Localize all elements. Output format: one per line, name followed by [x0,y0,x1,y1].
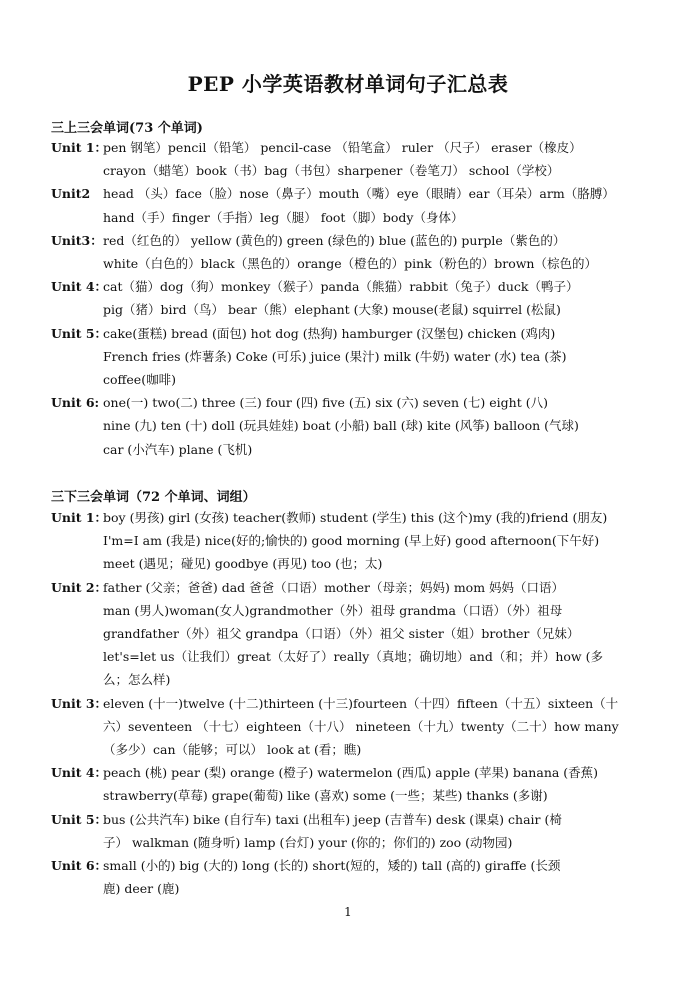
unit-vocab-line: small (小的) big (大的) long (长的) short(短的，矮的) tall (高的) giraffe (长颈 [103,858,561,873]
unit-vocab-line: meet (遇见；碰见) goodbye (再见) too (也；太) [103,556,383,572]
vocab-unit-entry [51,322,641,392]
section-heading-grade3-first-term: 三上三会单词(73 个单词) [51,121,203,136]
vocab-unit-entry [51,136,641,182]
unit-vocab-line: grandfather（外）祖父 grandpa（口语）（外）祖父 sister（姐）brother（兄妹） [103,626,580,641]
unit-label: Unit 5： [51,325,108,341]
vocab-unit-entry [51,275,641,321]
vocab-unit-entry [51,576,641,692]
unit-vocab-line: 六）seventeen （十七）eighteen（十八） nineteen（十九）twenty（二十）how many [103,718,619,734]
unit-vocab-line: （多少）can（能够；可以） look at (看；瞧) [103,742,362,757]
unit-vocab-line: nine (九) ten (十) doll (玩具娃娃) boat (小船) ball (球) kite (风筝) balloon (气球) [103,418,579,434]
unit-label: Unit 4： [51,279,108,295]
vocab-unit-entry [51,692,641,762]
unit-vocab-line: cat（猫）dog（狗）monkey（猴子）panda（熊猫）rabbit（兔子）duck（鸭子） [103,279,579,295]
unit-vocab-line: bus (公共汽车) bike (自行车) taxi (出租车) jeep (吉普车) desk (课桌) chair (椅 [103,811,562,827]
unit-vocab-line: man (男人)woman(女人)grandmother（外）祖母 grandma（口语）（外）祖母 [103,602,563,618]
unit-vocab-line: father (父亲；爸爸) dad 爸爸（口语）mother（母亲；妈妈) mom 妈妈（口语） [103,579,565,595]
unit-vocab-line: peach (桃) pear (梨) orange (橙子) watermelon (西瓜) apple (苹果) banana (香蕉) [103,765,599,781]
vocab-unit-entry [51,506,641,576]
unit-vocab-line: red（红色的） yellow (黄色的) green (绿色的) blue (蓝色的) purple（紫色的） [103,232,566,248]
unit-vocab-line: 子） walkman (随身听) lamp (台灯) your (你的；你们的) zoo (动物园) [103,834,513,850]
vocab-unit-entry [51,229,641,275]
unit-vocab-line: one(一) two(二) three (三) four (四) five (五) six (六) seven (七) eight (八) [103,395,548,411]
unit-vocab-line: I'm=I am (我是) nice(好的;愉快的) good morning (早上好) good afternoon(下午好) [103,533,600,549]
unit-vocab-line: 鹿) deer (鹿) [103,881,180,897]
unit-label: Unit 1： [51,510,108,525]
unit-label: Unit 5： [51,811,108,827]
unit-vocab-line: pig（猪）bird（鸟） bear（熊）elephant (大象) mouse(老鼠) squirrel (松鼠) [103,302,561,318]
unit-vocab-line: head （头）face（脸）nose（鼻子）mouth（嘴）eye（眼睛）ear（耳朵）arm（胳膊） [103,186,615,202]
unit-label: Unit 2： [51,579,108,595]
unit-label: Unit 6: [51,395,100,411]
unit-label: Unit 1： [51,140,108,155]
vocab-unit-entry [51,761,641,807]
vocab-unit-entry [51,854,641,900]
unit-vocab-line: cake(蛋糕) bread (面包) hot dog (热狗) hamburger (汉堡包) chicken (鸡肉) [103,325,556,341]
unit-vocab-line: white（白色的）black（黑色的）orange（橙色的）pink（粉色的）brown（棕色的） [103,256,597,271]
unit-vocab-line: 么；怎么样) [103,672,171,688]
vocab-unit-entry [51,808,641,854]
unit-vocab-line: let's=let us（让我们）great（太好了）really（真地；确切地）and（和；并）how (多 [103,649,603,665]
unit-label: Unit 3： [51,695,108,711]
unit-label: Unit2 [51,186,91,202]
unit-vocab-line: car (小汽车) plane (飞机) [103,441,253,457]
unit-vocab-line: eleven (十一)twelve (十二)thirteen (十三)fourteen（十四）fifteen（十五）sixteen（十 [103,695,619,711]
unit-label: Unit 6： [51,858,108,873]
unit-label: Unit3： [51,232,103,248]
unit-vocab-line: coffee(咖啡) [103,372,176,387]
unit-label: Unit 4： [51,765,108,781]
page-title: PEP 小学英语教材单词句子汇总表 [187,72,509,96]
section-heading-grade3-second-term: 三下三会单词（72 个单词、词组） [51,490,256,505]
page-number: 1 [344,905,352,919]
unit-vocab-line: boy (男孩) girl (女孩) teacher(教师) student (学生) this (这个)my (我的)friend (朋友) [103,510,608,525]
unit-vocab-line: strawberry(草莓) grape(葡萄) like (喜欢) some (一些；某些) thanks (多谢) [103,788,548,804]
unit-vocab-line: crayon（蜡笔）book（书）bag（书包）sharpener（卷笔刀） school（学校） [103,163,560,179]
unit-vocab-line: French fries (炸薯条) Coke (可乐) juice (果汁) milk (牛奶) water (水) tea (茶) [103,348,567,364]
vocab-unit-entry [51,182,641,228]
vocab-unit-entry [51,391,641,461]
unit-vocab-line: hand（手）finger（手指）leg（腿） foot（脚）body（身体） [103,209,464,225]
unit-vocab-line: pen 钢笔）pencil（铅笔） pencil-case （铅笔盒） ruler （尺子） eraser（橡皮） [103,140,582,155]
